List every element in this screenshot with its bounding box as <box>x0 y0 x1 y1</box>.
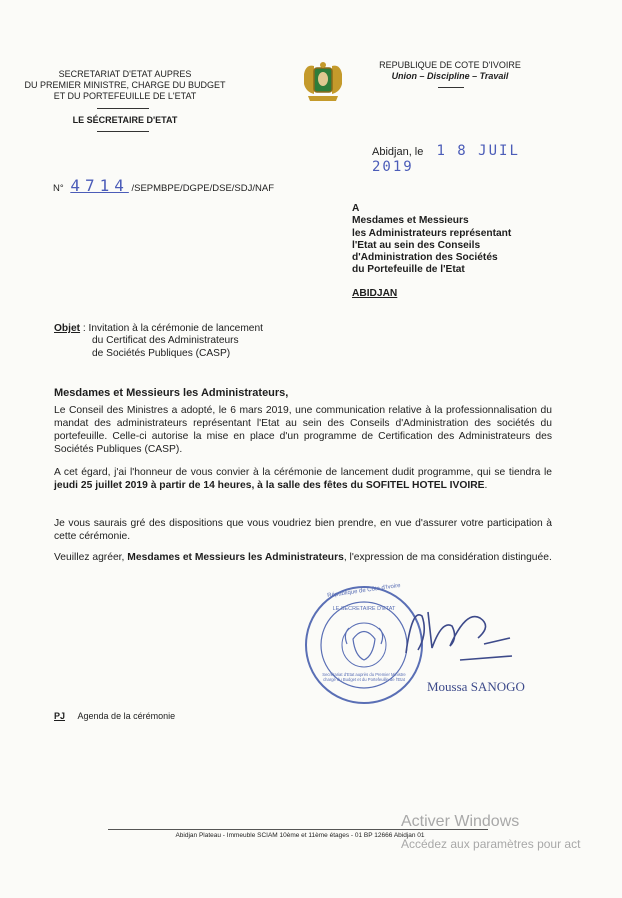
country-motto: Union – Discipline – Travail <box>391 71 509 81</box>
recipient-a: A <box>352 203 360 214</box>
paragraph-4 <box>54 551 552 564</box>
footer-address: Abidjan Plateau - Immeuble SCIAM 10ème et 11ème étages - 01 BP 12666 Abidjan 01 <box>175 832 425 839</box>
coat-of-arms-logo <box>300 60 346 104</box>
subject-label: Objet <box>54 323 81 334</box>
reference-number: 4714 <box>70 176 129 195</box>
paragraph-4-start: Veuillez agréer, <box>54 552 125 563</box>
signatory-title: LE SÉCRETAIRE D'ETAT <box>72 115 178 125</box>
subject-block <box>54 323 354 360</box>
paragraph-2-event: jeudi 25 juillet 2019 à partir de 14 heures, à la salle des fêtes du SOFITEL HOTEL IVOIRE <box>54 480 485 491</box>
attachment-label: PJ <box>54 711 66 721</box>
issuer-line-2: DU PREMIER MINISTRE, CHARGE DU BUDGET <box>24 80 226 90</box>
paragraph-3: Je vous saurais gré des dispositions que vous voudriez bien prendre, en vue d'assurer votre participation à cette cérémonie. <box>54 518 552 542</box>
recipient-line: l'Etat au sein des Conseils <box>352 239 481 251</box>
signatory-name: Moussa SANOGO <box>427 679 525 694</box>
recipient-city: ABIDJAN <box>352 287 398 299</box>
issuer-divider <box>97 108 149 109</box>
signature-scribble <box>400 598 515 668</box>
date-prefix: Abidjan, le <box>372 146 424 158</box>
attachment-text: Agenda de la cérémonie <box>77 711 176 721</box>
paragraph-2-start: A cet égard, j'ai l'honneur de vous convier à la cérémonie de lancement dudit programme, qui se tiendra le <box>54 467 552 478</box>
salutation: Mesdames et Messieurs les Administrateurs, <box>54 387 289 399</box>
issuer-line-3: ET DU PORTEFEUILLE DE L'ETAT <box>53 91 197 101</box>
paragraph-1: Le Conseil des Ministres a adopté, le 6 mars 2019, une communication relative à la professionnalisation du mandat des administrateurs représentant l'Etat au sein des Conseils d'Administration des sociétés du portefeuille. Celle-ci autorise la mise en place d'un programme de Certification des Administrateurs des Sociétés Publiques (CASP). <box>54 405 552 455</box>
country-block <box>350 60 550 82</box>
issuer-block <box>20 69 230 102</box>
date-stamp: 1 8 JUIL 2019 <box>372 143 520 175</box>
paragraph-2-end: . <box>484 480 488 491</box>
activation-watermark-title: Activer Windows <box>401 813 520 830</box>
recipient-line: du Portefeuille de l'Etat <box>352 264 465 276</box>
recipient-line: d'Administration des Sociétés <box>352 252 498 264</box>
country-name: REPUBLIQUE DE COTE D'IVOIRE <box>379 60 521 70</box>
recipient-block <box>352 203 582 300</box>
reference-line <box>53 176 313 195</box>
subject-line: de Sociétés Publiques (CASP) <box>92 347 231 359</box>
recipient-line: Mesdames et Messieurs <box>352 215 469 227</box>
paragraph-4-end: , l'expression de ma considération distinguée. <box>343 552 552 563</box>
signatory-divider <box>97 131 149 132</box>
attachment-line <box>54 711 294 721</box>
reference-prefix: N° <box>53 183 64 194</box>
stamp-outer-text: République de Côte d'Ivoire <box>327 582 401 600</box>
date-line <box>372 143 552 175</box>
paragraph-2 <box>54 466 552 492</box>
activation-watermark-subtitle: Accédez aux paramètres pour act <box>401 837 581 851</box>
motto-divider <box>438 87 464 88</box>
issuer-line-1: SECRETARIAT D'ETAT AUPRES <box>58 69 192 79</box>
stamp-bottom-text: Secrétariat d'Etat auprès du Premier Ministre chargé du Budget et du Portefeuille de l'Etat <box>322 672 406 682</box>
reference-suffix: /SEPMBPE/DGPE/DSE/SDJ/NAF <box>131 183 275 194</box>
recipient-line: les Administrateurs représentant <box>352 227 512 239</box>
stamp-inner-text: LE SECRETAIRE D'ETAT <box>332 606 396 612</box>
paragraph-4-addressee: Mesdames et Messieurs les Administrateurs <box>127 552 344 563</box>
subject-line: du Certificat des Administrateurs <box>92 335 239 347</box>
subject-line: : Invitation à la cérémonie de lancement <box>82 323 263 334</box>
